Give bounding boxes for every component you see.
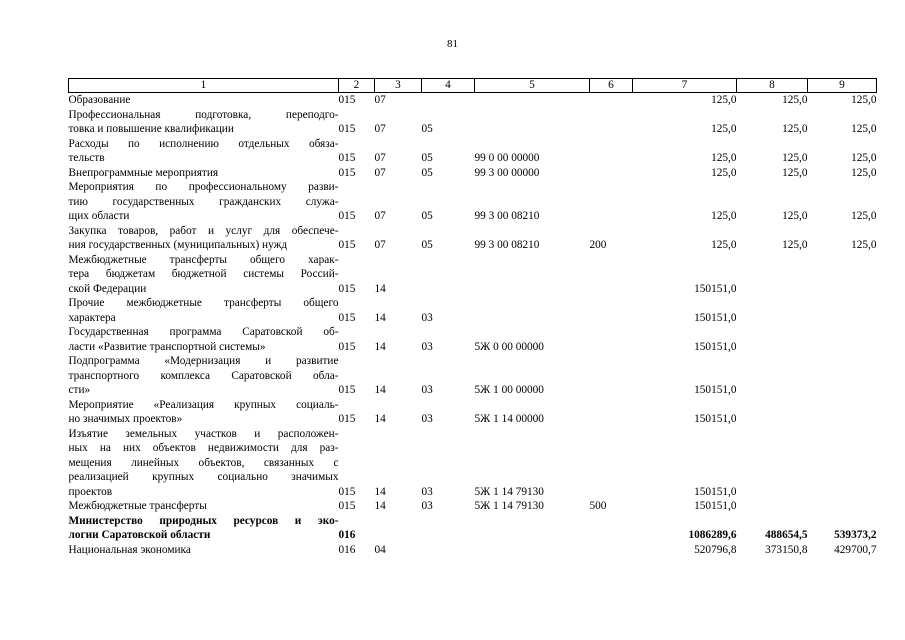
cell-c5: 5Ж 1 14 79130	[474, 485, 544, 498]
row-name	[69, 354, 339, 398]
cell-c8	[737, 253, 808, 297]
table-row	[69, 354, 877, 398]
cell-c9	[808, 499, 877, 514]
cell-c9: 125,0	[851, 152, 877, 164]
cell-c7: 125,0	[711, 123, 737, 135]
row-name-line: Внепрограммные мероприятия	[68, 166, 219, 179]
row-name-line: ных на них объектов недвижимости для раз-	[68, 442, 339, 454]
cell-c3: 14	[374, 384, 386, 396]
row-name-line: транспортного комплекса Саратовской обла-	[68, 369, 339, 382]
cell-c3: 14	[374, 282, 386, 295]
cell-c5	[475, 543, 590, 558]
row-name	[69, 296, 339, 325]
cell-c7: 125,0	[711, 94, 737, 106]
table-row	[69, 93, 877, 108]
row-name	[69, 108, 339, 137]
row-name-line: тельств	[68, 152, 105, 164]
cell-c6	[590, 427, 633, 500]
row-name-line: реализацией крупных социально значимых	[68, 471, 339, 483]
budget-table	[68, 78, 877, 557]
cell-c2: 015	[338, 123, 356, 135]
cell-c4	[422, 253, 475, 297]
cell-c5	[475, 296, 590, 325]
cell-c6	[590, 93, 633, 108]
cell-c3: 07	[374, 94, 386, 106]
cell-c9: 125,0	[851, 94, 877, 106]
cell-c4	[422, 93, 475, 108]
row-name	[69, 180, 339, 224]
table-row	[69, 543, 877, 558]
row-name-line: тера бюджетам бюджетной системы Россий-	[68, 268, 339, 280]
cell-c2: 015	[338, 152, 356, 164]
cell-c3: 07	[374, 210, 386, 222]
cell-c7: 125,0	[711, 210, 737, 222]
cell-c4	[422, 543, 475, 558]
cell-c8: 373150,8	[765, 543, 808, 556]
cell-c6	[590, 180, 633, 224]
column-header: 9	[808, 79, 877, 93]
row-name-line: Государственная программа Саратовской об-	[68, 326, 339, 338]
row-name-line: Закупка товаров, работ и услуг для обеспече-	[68, 224, 339, 237]
table-body	[69, 93, 877, 558]
cell-c5: 99 0 00 00000	[474, 152, 540, 164]
row-name	[69, 427, 339, 500]
row-name-line: Прочие межбюджетные трансферты общего	[68, 297, 339, 309]
cell-c4: 05	[421, 239, 433, 251]
cell-c4: 03	[421, 340, 433, 353]
cell-c9	[808, 398, 877, 427]
cell-c8	[737, 354, 808, 398]
page-number: 81	[447, 38, 458, 50]
row-name-line: логии Саратовской области	[68, 529, 211, 541]
row-name-line: сти»	[68, 384, 91, 396]
cell-c7: 150151,0	[694, 413, 737, 425]
cell-c8: 125,0	[782, 123, 808, 135]
row-name-line: щих области	[68, 210, 130, 222]
cell-c5	[475, 108, 590, 137]
cell-c9: 429700,7	[834, 543, 877, 556]
cell-c4: 03	[421, 500, 433, 512]
row-name-line: ской Федерации	[68, 282, 147, 295]
row-name-line: ния государственных (муниципальных) нужд	[68, 239, 288, 251]
column-header: 4	[422, 79, 475, 93]
row-name-line: Мероприятие «Реализация крупных социаль-	[68, 398, 339, 411]
cell-c5	[475, 514, 590, 543]
cell-c2: 015	[338, 413, 356, 425]
cell-c8	[737, 296, 808, 325]
row-name	[69, 253, 339, 297]
cell-c6	[590, 514, 633, 543]
column-header: 3	[375, 79, 422, 93]
row-name-line: Межбюджетные трансферты общего харак-	[68, 253, 339, 266]
cell-c8: 125,0	[782, 152, 808, 164]
cell-c8: 125,0	[782, 239, 808, 251]
cell-c8: 125,0	[782, 94, 808, 106]
cell-c9	[808, 354, 877, 398]
cell-c5	[475, 253, 590, 297]
table-row	[69, 296, 877, 325]
cell-c3: 07	[374, 152, 386, 164]
row-name	[69, 499, 339, 514]
cell-c4: 05	[421, 210, 433, 222]
cell-c8	[737, 499, 808, 514]
cell-c9	[808, 427, 877, 500]
row-name-line: Профессиональная подготовка, переподго-	[68, 108, 339, 121]
cell-c3: 14	[374, 340, 386, 353]
table-row	[69, 253, 877, 297]
row-name	[69, 514, 339, 543]
cell-c9: 125,0	[851, 123, 877, 135]
table-row	[69, 166, 877, 181]
cell-c8: 125,0	[782, 210, 808, 222]
cell-c2: 015	[338, 239, 356, 251]
row-name-line: товка и повышение квалификации	[68, 123, 234, 135]
cell-c2: 015	[338, 166, 356, 179]
row-name	[69, 224, 339, 253]
cell-c5: 5Ж 1 00 00000	[474, 384, 544, 396]
row-name-line: проектов	[68, 485, 113, 498]
cell-c5	[475, 93, 590, 108]
table-row	[69, 499, 877, 514]
cell-c6	[590, 108, 633, 137]
row-name-line: Подпрограмма «Модернизация и развитие	[68, 355, 339, 367]
cell-c5: 5Ж 1 14 00000	[474, 413, 544, 425]
cell-c9: 125,0	[851, 166, 877, 179]
cell-c4: 03	[421, 311, 433, 324]
row-name	[69, 166, 339, 181]
cell-c7: 150151,0	[694, 500, 737, 512]
cell-c4: 05	[421, 123, 433, 135]
cell-c3: 14	[374, 413, 386, 425]
cell-c6	[590, 354, 633, 398]
table-row	[69, 398, 877, 427]
cell-c6	[590, 398, 633, 427]
row-name-line: Межбюджетные трансферты	[68, 500, 207, 512]
cell-c2: 015	[338, 210, 356, 222]
row-name	[69, 137, 339, 166]
cell-c6	[590, 253, 633, 297]
cell-c2: 015	[338, 94, 356, 106]
cell-c3: 07	[374, 166, 386, 179]
cell-c6	[590, 543, 633, 558]
cell-c2: 015	[338, 500, 356, 512]
cell-c5: 99 3 00 08210	[474, 239, 540, 251]
table-header-row	[69, 79, 877, 93]
table-row	[69, 224, 877, 253]
table-row	[69, 180, 877, 224]
cell-c2: 016	[338, 529, 356, 541]
row-name-line: Национальная экономика	[68, 543, 191, 556]
cell-c5: 5Ж 0 00 00000	[474, 340, 544, 353]
cell-c3: 07	[374, 239, 386, 251]
cell-c4: 05	[421, 152, 433, 164]
row-name	[69, 93, 339, 108]
table-row	[69, 514, 877, 543]
cell-c7: 520796,8	[694, 543, 737, 556]
row-name-line: Мероприятия по профессиональному разви-	[68, 181, 339, 193]
cell-c9: 125,0	[851, 239, 877, 251]
cell-c9	[808, 325, 877, 354]
cell-c7: 125,0	[711, 152, 737, 164]
cell-c3: 14	[374, 485, 386, 498]
cell-c6	[590, 166, 633, 181]
row-name-line: ласти «Развитие транспортной системы»	[68, 340, 266, 353]
row-name-line: Изъятие земельных участков и расположен-	[68, 427, 339, 440]
cell-c4: 05	[421, 166, 433, 179]
column-header: 5	[475, 79, 590, 93]
cell-c3: 04	[374, 543, 386, 556]
cell-c8	[737, 325, 808, 354]
cell-c7: 150151,0	[694, 485, 737, 498]
cell-c9	[808, 296, 877, 325]
column-header: 2	[339, 79, 375, 93]
column-header: 8	[737, 79, 808, 93]
cell-c4: 03	[421, 413, 433, 425]
cell-c2: 016	[338, 543, 356, 556]
cell-c9: 539373,2	[834, 529, 877, 541]
table-row	[69, 325, 877, 354]
cell-c8	[737, 427, 808, 500]
cell-c4: 03	[421, 485, 433, 498]
cell-c6	[590, 325, 633, 354]
column-header: 6	[590, 79, 633, 93]
cell-c3: 14	[374, 311, 386, 324]
row-name-line: тию государственных гражданских служа-	[68, 195, 339, 208]
row-name-line: мещения линейных объектов, связанных с	[68, 456, 339, 469]
table-row	[69, 427, 877, 500]
cell-c7: 150151,0	[694, 311, 737, 324]
cell-c7: 125,0	[711, 166, 737, 179]
cell-c5: 5Ж 1 14 79130	[474, 500, 544, 512]
cell-c7: 1086289,6	[688, 529, 737, 541]
cell-c6	[590, 296, 633, 325]
column-header: 1	[69, 79, 339, 93]
cell-c2: 015	[338, 311, 356, 324]
cell-c7: 150151,0	[694, 282, 737, 295]
cell-c9: 125,0	[851, 210, 877, 222]
cell-c7: 150151,0	[694, 340, 737, 353]
cell-c6	[590, 137, 633, 166]
row-name-line: Образование	[68, 94, 131, 106]
table-row	[69, 137, 877, 166]
cell-c4: 03	[421, 384, 433, 396]
cell-c9	[808, 253, 877, 297]
row-name	[69, 325, 339, 354]
row-name-line: Расходы по исполнению отдельных обяза-	[68, 137, 339, 150]
column-header: 7	[633, 79, 737, 93]
cell-c6: 500	[589, 500, 607, 512]
cell-c7: 150151,0	[694, 384, 737, 396]
cell-c7: 125,0	[711, 239, 737, 251]
cell-c8: 488654,5	[765, 529, 808, 541]
row-name	[69, 398, 339, 427]
cell-c8	[737, 398, 808, 427]
cell-c5: 99 3 00 00000	[474, 166, 540, 179]
cell-c2: 015	[338, 282, 356, 295]
table-row	[69, 108, 877, 137]
row-name-line: Министерство природных ресурсов и эко-	[68, 514, 339, 527]
cell-c3: 14	[374, 500, 386, 512]
cell-c8: 125,0	[782, 166, 808, 179]
cell-c2: 015	[338, 485, 356, 498]
cell-c2: 015	[338, 384, 356, 396]
cell-c4	[422, 514, 475, 543]
row-name	[69, 543, 339, 558]
cell-c3: 07	[374, 123, 386, 135]
row-name-line: характера	[68, 311, 116, 324]
cell-c2: 015	[338, 340, 356, 353]
cell-c5: 99 3 00 08210	[474, 210, 540, 222]
cell-c3	[375, 514, 422, 543]
cell-c6: 200	[589, 239, 607, 251]
row-name-line: но значимых проектов»	[68, 413, 183, 425]
